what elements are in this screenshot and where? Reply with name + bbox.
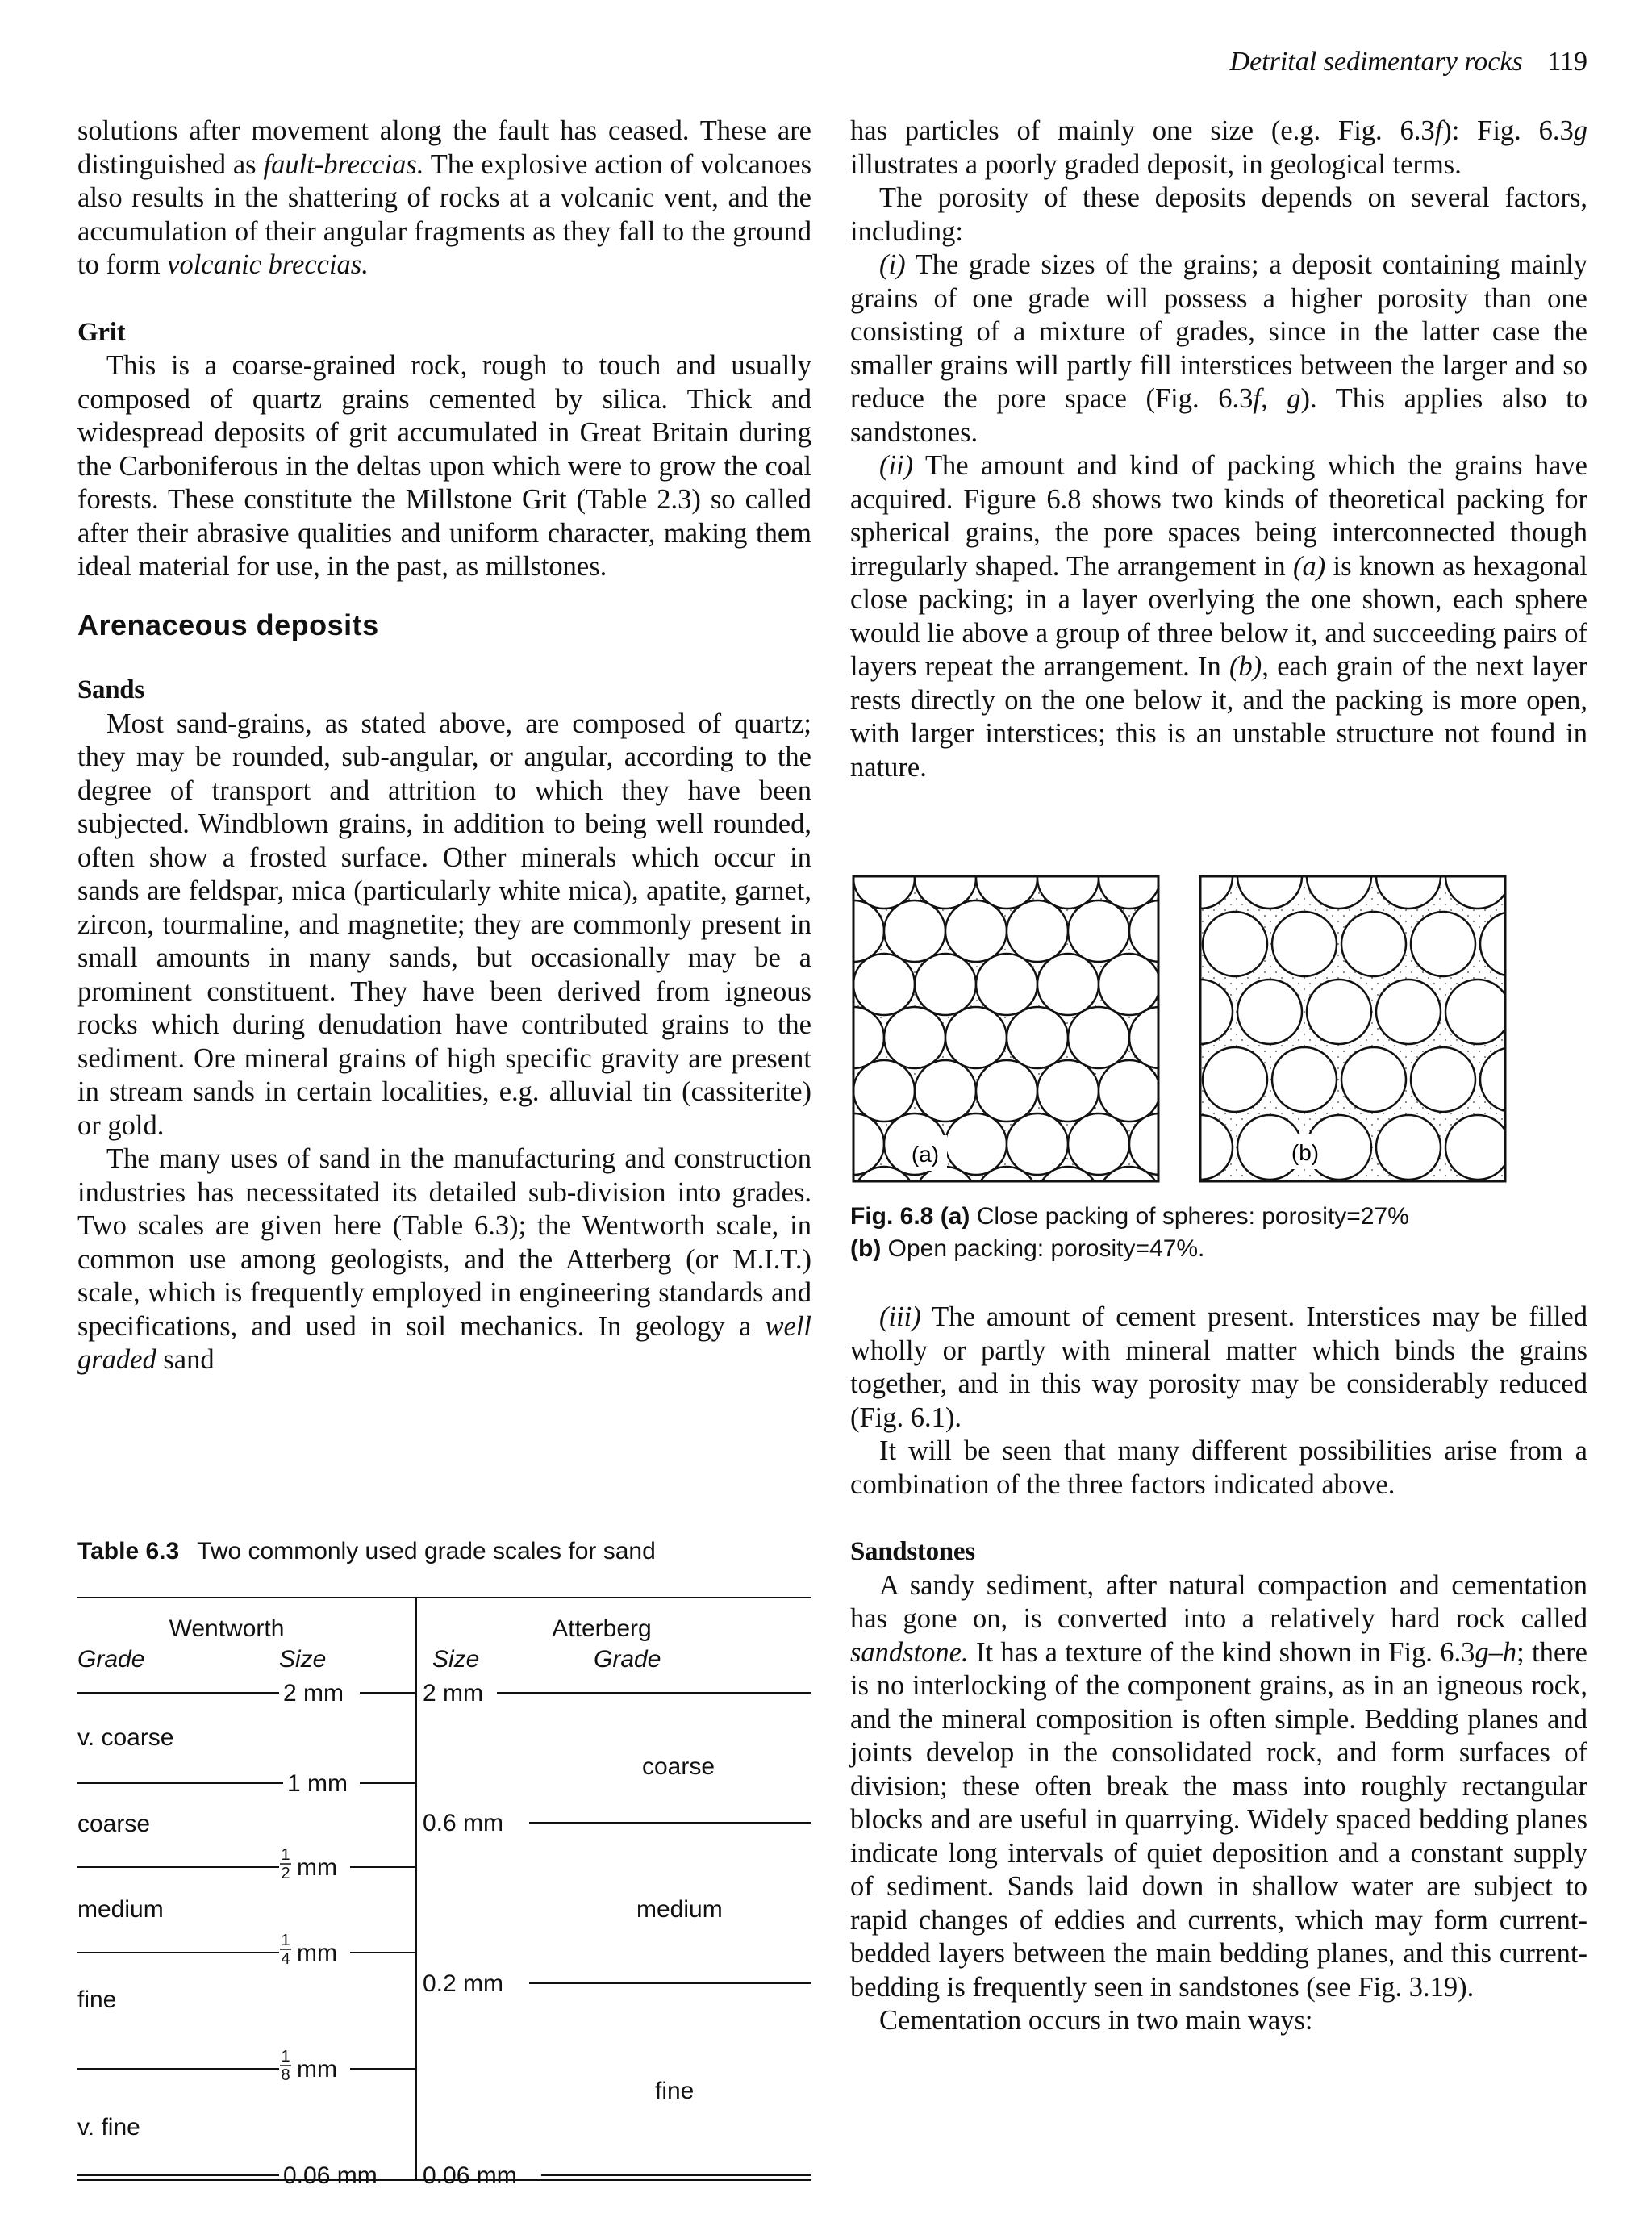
close-packing-panel [850, 873, 1191, 1188]
table-label: Table 6.3 [77, 1538, 180, 1564]
sands-paragraph-2: The many uses of sand in the manufacturing and construction industries has necessitated its detailed sub-division into grades. Two scales are given here (Table 6.3); the Wentworth scale, in common use among geologists, and the Atterberg (or M.I.T.) scale, which is frequently employed in engineering standards and specifications, and used in soil mechanics. In geology a well graded sand [77, 1143, 811, 1375]
atterberg-size-02mm: 0.2 mm [423, 1970, 504, 1997]
panel-label-a: (a) [911, 1142, 940, 1167]
frac-half-num: 1 [281, 1846, 290, 1864]
frac-quarter-den: 4 [281, 1950, 290, 1968]
figure-caption-label: Fig. 6.8 [850, 1203, 934, 1230]
frac-eighth-den: 8 [281, 2066, 290, 2084]
panel-label-b: (b) [1291, 1140, 1320, 1165]
wentworth-size-eighth-mm: mm [297, 2056, 337, 2083]
sandstones-heading: Sandstones [850, 1537, 975, 1566]
paragraph-factor-i: (i) The grade sizes of the grains; a deposit containing mainly grains of one grade will possess a higher porosity than one consisting of a mixture of grades, since in the latter case the smaller grains will partly fill interstices between the larger and so reduce the pore space (Fig. 6.3f, g). This applies also to sandstones. [850, 249, 1587, 448]
figure-6-8 [850, 873, 1587, 1188]
table-caption [77, 1538, 811, 1565]
left-column [77, 115, 811, 1377]
section-heading-arenaceous: Arenaceous deposits [77, 608, 379, 641]
wentworth-size-006mm: 0.06 mm [283, 2162, 378, 2189]
wentworth-title: Wentworth [169, 1615, 285, 1642]
wentworth-grade-v-fine: v. fine [77, 2114, 140, 2141]
right-column [850, 115, 1587, 784]
atterberg-grade-fine: fine [655, 2078, 695, 2104]
wentworth-size-2mm: 2 mm [283, 1680, 344, 1707]
frac-quarter-num: 1 [281, 1932, 290, 1949]
open-packing-panel [1168, 873, 1545, 1188]
atterberg-size-006mm: 0.06 mm [423, 2162, 517, 2189]
sandstones-paragraph: A sandy sediment, after natural compaction and cementation has gone on, is converted into a relatively hard rock called sandstone. It has a texture of the kind shown in Fig. 6.3g–h; there is no interlocking of the component grains, as in an igneous rock, and the mineral composition is often simple. Bedding planes and joints develop in the consolidated rock, and form surfaces of division; these often break the mass into roughly rectangular blocks and are useful in quarrying. Widely spaced bedding planes indicate long intervals of quiet deposition and a constant supply of sediment. Sands laid down in shallow water are subject to rapid changes of eddies and currents, which may form current-bedded layers between the main bedding planes, and this current-bedding is frequently seen in sandstones (see Fig. 3.19). [850, 1569, 1587, 2003]
paragraph: Cementation occurs in two main ways: [879, 2005, 1313, 2036]
atterberg-size-header: Size [432, 1646, 480, 1673]
paragraph: solutions after movement along the fault has ceased. These are distinguished as fault-breccias. The explosive action of volcanoes also results in the shattering of rocks at a volcanic vent, and the accumulation of their angular fragments as they fall to the ground to form volcanic breccias. [77, 115, 811, 280]
frac-eighth-num: 1 [281, 2048, 290, 2066]
atterberg-size-2mm: 2 mm [423, 1680, 483, 1707]
paragraph: has particles of mainly one size (e.g. Fig. 6.3f): Fig. 6.3g illustrates a poorly graded deposit, in geological terms. [850, 115, 1587, 180]
wentworth-grade-fine: fine [77, 1986, 117, 2013]
grade-scale-table-diagram [77, 1580, 811, 2209]
atterberg-title: Atterberg [552, 1615, 652, 1642]
wentworth-size-1mm: 1 mm [287, 1770, 348, 1797]
atterberg-grade-header: Grade [594, 1646, 661, 1673]
grit-paragraph: This is a coarse-grained rock, rough to touch and usually composed of quartz grains cemented by silica. Thick and widespread deposits of grit accumulated in Great Britain during the Carboniferous in the deltas upon which were to grow the coal forests. These constitute the Millstone Grit (Table 2.3) so called after their abrasive qualities and uniform character, making them ideal material for use, in the past, as millstones. [77, 350, 811, 582]
atterberg-size-06mm: 0.6 mm [423, 1810, 504, 1836]
sands-paragraph-1: Most sand-grains, as stated above, are composed of quartz; they may be rounded, sub-angular, or angular, according to the degree of transport and attrition to which they have been subjected. Windblown grains, in addition to being well rounded, often show a frosted surface. Other minerals which occur in sands are feldspar, mica (particularly white mica), apatite, garnet, zircon, tourmaline, and magnetite; they are commonly present in small amounts in many sands, but occasionally may be a prominent constituent. They have been derived from igneous rocks which during denudation have contributed grains to the sediment. Ore mineral grains of high specific gravity are present in stream sands in certain localities, e.g. alluvial tin (cassiterite) or gold. [77, 708, 811, 1141]
wentworth-size-quarter-mm: mm [297, 1940, 337, 1966]
wentworth-grade-v-coarse: v. coarse [77, 1724, 174, 1751]
grit-heading: Grit [77, 317, 126, 347]
paragraph: The porosity of these deposits depends on several factors, including: [850, 182, 1587, 247]
page-number: 119 [1547, 47, 1587, 77]
packing-diagram [850, 873, 1587, 1188]
table-title: Two commonly used grade scales for sand [197, 1538, 656, 1564]
atterberg-grade-coarse: coarse [642, 1753, 715, 1780]
wentworth-size-half-mm: mm [297, 1854, 337, 1881]
right-column-lower [850, 1301, 1587, 2038]
figure-caption: Fig. 6.8 (a) Close packing of spheres: porosity=27% (b) Open packing: porosity=47%. [850, 1203, 1409, 1262]
sands-heading: Sands [77, 675, 144, 704]
paragraph-factor-iii: (iii) The amount of cement present. Interstices may be filled wholly or partly with mineral matter which binds the grains together, and in this way porosity may be considerably reduced (Fig. 6.1). [850, 1301, 1587, 1433]
grade-scale-table [77, 1538, 811, 2209]
running-head-title: Detrital sedimentary rocks [1229, 47, 1523, 77]
wentworth-grade-medium: medium [77, 1896, 164, 1923]
frac-half-den: 2 [281, 1865, 290, 1882]
running-head [1230, 47, 1587, 77]
wentworth-grade-header: Grade [77, 1646, 145, 1673]
atterberg-grade-medium: medium [636, 1896, 723, 1923]
wentworth-grade-coarse: coarse [77, 1811, 151, 1837]
paragraph: It will be seen that many different possibilities arise from a combination of the three factors indicated above. [850, 1435, 1587, 1500]
wentworth-size-header: Size [279, 1646, 327, 1673]
paragraph-factor-ii: (ii) The amount and kind of packing which the grains have acquired. Figure 6.8 shows two kinds of theoretical packing for spherical grains, the pore spaces being interconnected though irregularly shaped. The arrangement in (a) is known as hexagonal close packing; in a layer overlying the one shown, each sphere would lie above a group of three below it, and succeeding pairs of layers repeat the arrangement. In (b), each grain of the next layer rests directly on the one below it, and the packing is more open, with larger interstices; this is an unstable structure not found in nature. [850, 450, 1587, 783]
